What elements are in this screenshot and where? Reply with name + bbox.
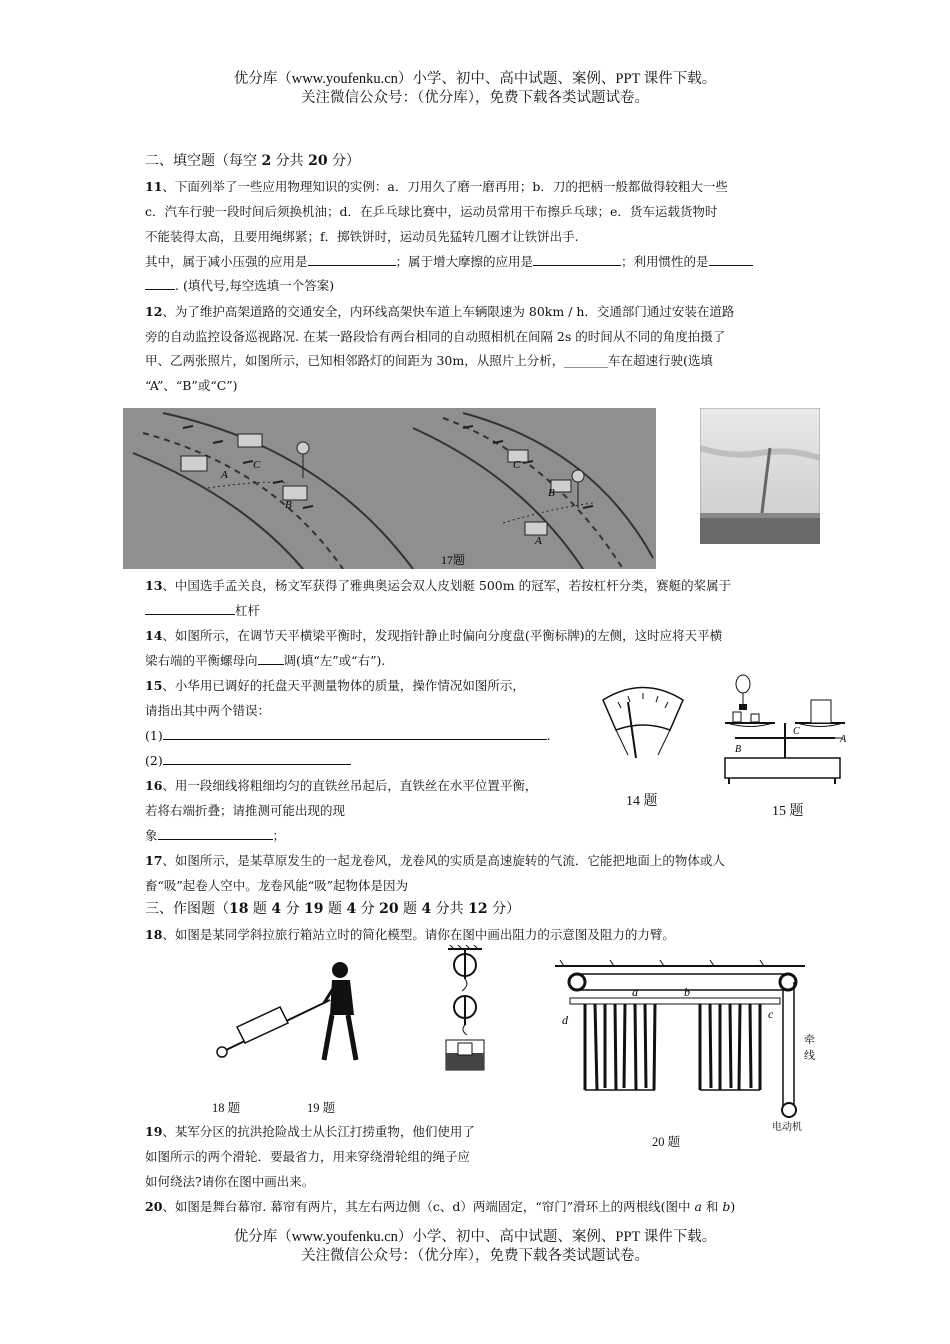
q12-line-3: 甲、乙两张照片，如图所示，已知相邻路灯的间距为 30m，从照片上分析，_______车在超速行驶(选填 xyxy=(145,353,713,368)
car-icon xyxy=(181,456,207,471)
car-label: A xyxy=(221,469,228,481)
pulley-wheel-icon xyxy=(569,974,585,990)
answer-blank[interactable] xyxy=(163,724,547,740)
q15-line-2: 请指出其中两个错误： xyxy=(145,703,271,718)
car-icon xyxy=(283,486,307,500)
car-label: B xyxy=(285,499,292,511)
highway-photos-figure xyxy=(123,408,656,569)
wheel-icon xyxy=(217,1047,227,1057)
figure-caption-17: 17题 xyxy=(441,553,466,567)
header-line-2: 关注微信公众号：（优分库），免费下载各类试题试卷。 xyxy=(301,90,649,106)
balance-label: B xyxy=(735,744,742,755)
answer-blank[interactable] xyxy=(163,749,351,765)
q16-line-1: 16、用一段细线将粗细均匀的直铁丝吊起后，直铁丝在水平位置平衡， xyxy=(145,778,538,793)
q14-line-2: 梁右端的平衡螺母向 调(填“左”或“右”). xyxy=(145,649,810,673)
balance-label: A xyxy=(840,734,847,745)
answer-blank[interactable] xyxy=(158,824,273,840)
q11-line-1: 11、下面列举了一些应用物理知识的实例：a．刀用久了磨一磨再用；b．刀的把柄一般都做得较粗大一些 xyxy=(145,179,728,194)
answer-blank[interactable] xyxy=(145,274,175,290)
answer-blank[interactable] xyxy=(145,599,235,615)
q14-line-1: 14、如图所示，在调节天平横梁平衡时，发现指针静止时偏向分度盘(平衡标牌)的左侧，这时应将天平横 xyxy=(145,628,723,643)
q12-line-2: 旁的自动监控设备巡视路况. 在某一路段恰有两台相同的自动照相机在间隔 2s 的时间从不同的角度拍摄了 xyxy=(145,329,726,344)
motor-label: 电动机 xyxy=(772,1122,802,1133)
tornado-photo xyxy=(700,408,820,544)
curtain-label: c xyxy=(768,1007,774,1021)
q16-line-3: 象 ； xyxy=(145,824,605,848)
figure-caption-14: 14 题 xyxy=(626,794,658,809)
q11-line-3: 不能装得太高，且要用绳绑紧；f．掷铁饼时，运动员先猛转几圈才让铁饼出手. xyxy=(145,229,579,244)
suitcase-icon xyxy=(237,1007,288,1043)
q13-line-1: 13、中国选手孟关良，杨文军获得了雅典奥运会双人皮划艇 500m 的冠军，若按杠杆分类，赛艇的桨属于 xyxy=(145,578,732,593)
curtain-label: a xyxy=(632,985,638,999)
q11-line-5: . (填代号,每空选填一个答案) xyxy=(145,274,810,298)
figure-caption-19: 19 题 xyxy=(307,1101,336,1115)
q16-line-2: 若将右端折叠；请推测可能出现的现 xyxy=(145,803,346,818)
object-block xyxy=(811,700,831,723)
pointer-needle xyxy=(628,702,636,758)
stage-curtain-figure xyxy=(550,960,815,1135)
curtain-label: b xyxy=(684,985,690,999)
answer-blank[interactable] xyxy=(709,250,753,266)
q19-line-3: 如何绕法?请你在图中画出来。 xyxy=(145,1174,315,1189)
header-line-1: 优分库（www.youfenku.cn）小学、初中、高中试题、案例、PPT 课件下载。 xyxy=(233,71,717,87)
q19-line-1: 19、某军分区的抗洪抢险战士从长江打捞重物，他们使用了 xyxy=(145,1124,475,1139)
q20-line-1: 20、如图是舞台幕帘. 幕帘有两片，其左右两边侧（c、d）两端固定，“帘门”滑环上的两根线(图中 a 和 b) xyxy=(145,1199,736,1214)
figure-caption-18: 18 题 xyxy=(212,1101,241,1115)
balance-dial-figure xyxy=(598,680,688,760)
car-icon xyxy=(238,434,262,447)
car-label: C xyxy=(253,459,261,471)
car-label: C xyxy=(513,459,521,471)
pull-line-label: 牵线 xyxy=(804,1034,815,1062)
section-2-title: 二、填空题（每空 2 分共 20 分） xyxy=(145,153,361,169)
footer-line-2: 关注微信公众号：（优分库），免费下载各类试题试卷。 xyxy=(301,1248,649,1264)
q17-line-1: 17、如图所示，是某草原发生的一起龙卷风，龙卷风的实质是高速旋转的气流．它能把地面上的物体或人 xyxy=(145,853,725,868)
curtain-left xyxy=(585,1004,655,1090)
answer-blank[interactable] xyxy=(258,649,284,665)
q15-line-4: (2) xyxy=(145,749,585,773)
curtain-label: d xyxy=(562,1013,568,1027)
figure-caption-15: 15 题 xyxy=(772,804,804,819)
curtain-right xyxy=(700,1004,760,1090)
person-head xyxy=(332,962,348,978)
answer-blank[interactable] xyxy=(308,250,396,266)
answer-blank[interactable] xyxy=(533,250,621,266)
footer-line-1: 优分库（www.youfenku.cn）小学、初中、高中试题、案例、PPT 课件下载。 xyxy=(233,1229,717,1245)
q12-line-1: 12、为了维护高架道路的交通安全，内环线高架快车道上车辆限速为 80km / h．交通部门通过安装在道路 xyxy=(145,304,735,319)
section-3-title: 三、作图题（18 题 4 分 19 题 4 分 20 题 4 分共 12 分） xyxy=(145,901,521,917)
q17-line-2: 畜“吸”起卷人空中。龙卷风能“吸”起物体是因为 xyxy=(145,878,409,893)
balance-scale-figure xyxy=(715,668,850,788)
q11-line-2: c．汽车行驶一段时间后须换机油；d．在乒乓球比赛中，运动员常用干布擦乒乓球；e．货车运载货物时 xyxy=(145,204,718,219)
q15-line-3: (1) . xyxy=(145,724,585,748)
suitcase-person-figure xyxy=(212,955,372,1065)
q18-line-1: 18、如图是某同学斜拉旅行箱站立时的简化模型。请你在图中画出阻力的示意图及阻力的力臂。 xyxy=(145,927,675,942)
car-icon xyxy=(525,522,547,535)
q11-line-4: 其中，属于减小压强的应用是 ；属于增大摩擦的应用是 ；利用惯性的是 xyxy=(145,250,810,274)
car-label: B xyxy=(548,487,555,499)
q15-line-1: 15、小华用已调好的托盘天平测量物体的质量，操作情况如图所示， xyxy=(145,678,525,693)
q13-line-2: 杠杆 xyxy=(145,599,810,623)
figure-caption-20: 20 题 xyxy=(652,1135,681,1149)
pulley-figure xyxy=(440,945,490,1075)
car-label: A xyxy=(535,535,542,547)
q19-line-2: 如图所示的两个滑轮．要最省力，用来穿绕滑轮组的绳子应 xyxy=(145,1149,471,1164)
q12-line-4: “A”、“B”或“C”) xyxy=(145,378,238,393)
balance-label: C xyxy=(793,726,800,737)
motor-icon xyxy=(782,1103,796,1117)
hand-icon xyxy=(736,675,750,693)
